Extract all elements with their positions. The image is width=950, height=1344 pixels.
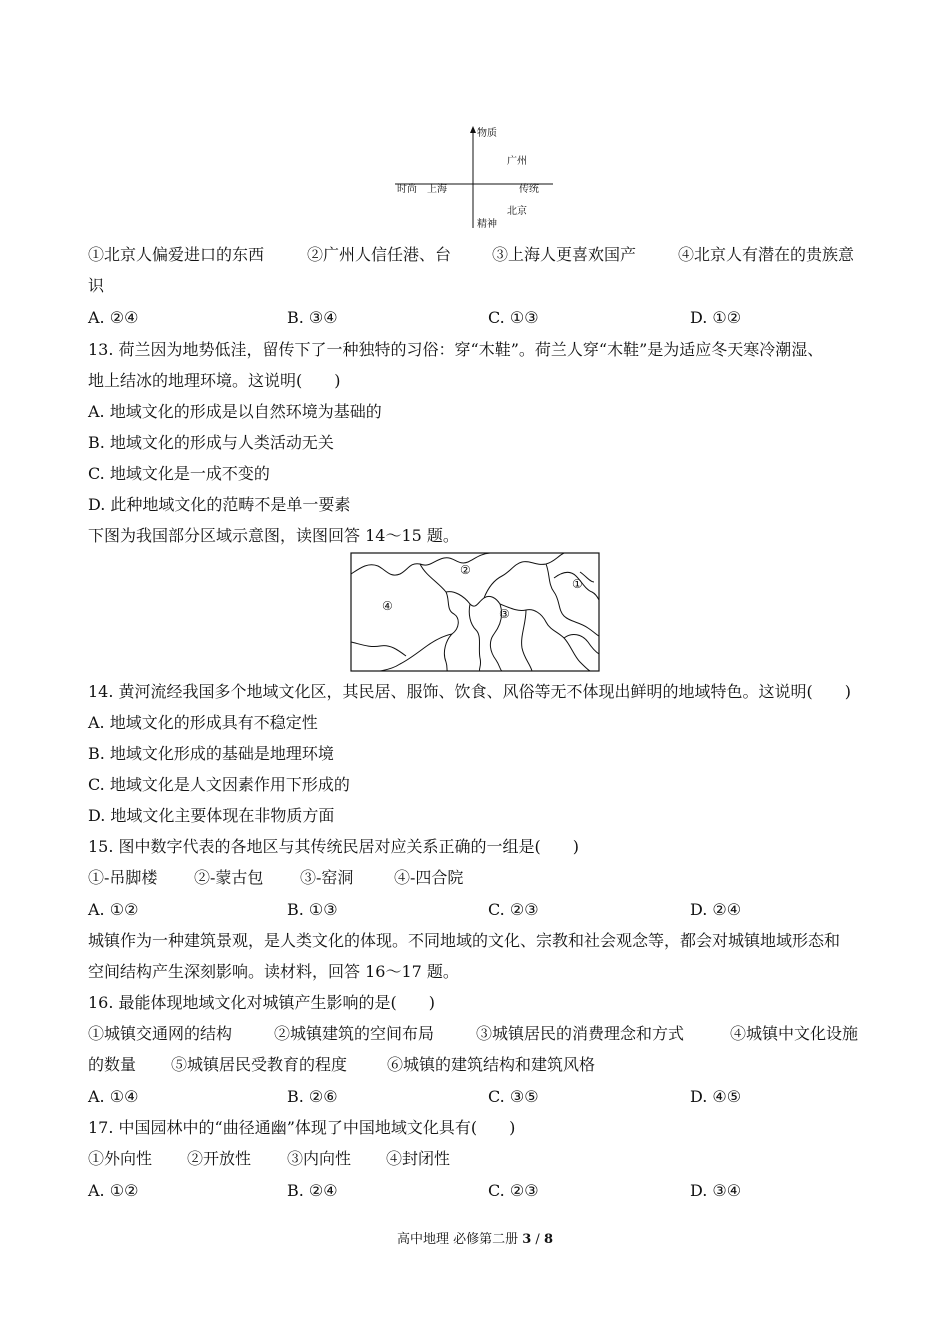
passage-line2: 空间结构产生深刻影响。读材料，回答 16～17 题。	[88, 962, 459, 981]
footer-page-number: 3	[522, 1232, 532, 1247]
q13-stem-line2: 地上结冰的地理环境。这说明( )	[88, 371, 341, 390]
q13-stem-line1: 13. 荷兰因为地势低洼，留传下了一种独特的习俗：穿“木鞋”。荷兰人穿“木鞋”是为适应冬天寒冷潮湿、	[88, 340, 824, 359]
q14-option-a[interactable]: A. 地域文化的形成具有不稳定性	[88, 713, 318, 732]
q12-statement-wrap: 识	[88, 276, 105, 295]
point-beijing: 北京	[507, 206, 527, 217]
q12-statements	[88, 245, 868, 265]
q17-options	[88, 1181, 868, 1201]
q12-statement-1: ①北京人偏爱进口的东西	[88, 245, 265, 264]
q17-option-c[interactable]: C. ②③	[488, 1181, 539, 1200]
footer-separator: /	[531, 1232, 544, 1247]
q17-option-b[interactable]: B. ②④	[287, 1181, 338, 1200]
map-label-1: ①	[572, 577, 583, 591]
q17-stem: 17. 中国园林中的“曲径通幽”体现了中国地域文化具有( )	[88, 1118, 516, 1137]
q15-statement-3: ③-窑洞	[300, 868, 354, 887]
q14-stem: 14. 黄河流经我国多个地域文化区，其民居、服饰、饮食、风俗等无不体现出鲜明的地域特色。这说明( )	[88, 682, 852, 701]
q16-statement-2: ②城镇建筑的空间布局	[274, 1024, 435, 1043]
q16-option-b[interactable]: B. ②⑥	[287, 1087, 338, 1106]
q14-option-b[interactable]: B. 地域文化形成的基础是地理环境	[88, 744, 334, 763]
axis-left-label: 时尚	[397, 184, 417, 195]
q17-option-a[interactable]: A. ①②	[88, 1181, 139, 1200]
q15-option-b[interactable]: B. ①③	[287, 900, 338, 919]
q12-option-b[interactable]: B. ③④	[287, 308, 338, 327]
q15-statement-4: ④-四合院	[394, 868, 464, 887]
q12-statement-2: ②广州人信任港、台	[307, 245, 452, 264]
q15-option-c[interactable]: C. ②③	[488, 900, 539, 919]
footer-page-total: 8	[543, 1232, 553, 1247]
q16-statement-6: ⑥城镇的建筑结构和建筑风格	[387, 1055, 596, 1074]
culture-axis-figure	[395, 124, 555, 230]
q12-option-c[interactable]: C. ①③	[488, 308, 539, 327]
q16-option-d[interactable]: D. ④⑤	[690, 1087, 742, 1106]
region-map-figure	[350, 552, 600, 672]
q12-statement-3: ③上海人更喜欢国产	[492, 245, 637, 264]
q16-statement-1: ①城镇交通网的结构	[88, 1024, 233, 1043]
q17-statement-4: ④封闭性	[386, 1149, 451, 1168]
point-guangzhou: 广州	[507, 156, 527, 167]
map-label-3: ③	[499, 607, 510, 621]
q17-statement-3: ③内向性	[287, 1149, 352, 1168]
page-footer	[0, 1228, 950, 1247]
q15-stem: 15. 图中数字代表的各地区与其传统民居对应关系正确的一组是( )	[88, 837, 580, 856]
q12-statement-4: ④北京人有潜在的贵族意	[678, 245, 855, 264]
q14-option-d[interactable]: D. 地域文化主要体现在非物质方面	[88, 806, 335, 825]
q16-option-a[interactable]: A. ①④	[88, 1087, 139, 1106]
q17-option-d[interactable]: D. ③④	[690, 1181, 742, 1200]
q12-options	[88, 308, 868, 328]
axis-bottom-label: 精神	[477, 219, 497, 230]
q12-option-d[interactable]: D. ①②	[690, 308, 742, 327]
q16-statement-4-wrap: 的数量	[88, 1055, 137, 1074]
point-shanghai: 上海	[427, 184, 447, 195]
axis-top-label: 物质	[477, 128, 497, 139]
q15-statements	[88, 868, 868, 888]
q16-statements-row2	[88, 1055, 868, 1075]
q17-statements	[88, 1149, 868, 1169]
vertical-axis-arrow-icon	[470, 126, 476, 133]
q16-statement-5: ⑤城镇居民受教育的程度	[171, 1055, 348, 1074]
q13-option-d[interactable]: D. 此种地域文化的范畴不是单一要素	[88, 495, 351, 514]
footer-subject: 高中地理 必修第二册	[396, 1232, 523, 1247]
q16-statement-3: ③城镇居民的消费理念和方式	[476, 1024, 685, 1043]
q13-option-c[interactable]: C. 地域文化是一成不变的	[88, 464, 270, 483]
q16-options	[88, 1087, 868, 1107]
q15-option-d[interactable]: D. ②④	[690, 900, 742, 919]
q16-stem: 16. 最能体现地域文化对城镇产生影响的是( )	[88, 993, 436, 1012]
q15-statement-2: ②-蒙古包	[194, 868, 264, 887]
axis-right-label: 传统	[519, 184, 539, 195]
map-label-2: ②	[460, 563, 471, 577]
q14-option-c[interactable]: C. 地域文化是人文因素作用下形成的	[88, 775, 350, 794]
map-intro: 下图为我国部分区域示意图，读图回答 14～15 题。	[88, 526, 459, 545]
q15-statement-1: ①-吊脚楼	[88, 868, 158, 887]
q15-option-a[interactable]: A. ①②	[88, 900, 139, 919]
q16-statements-row1	[88, 1024, 868, 1044]
q17-statement-1: ①外向性	[88, 1149, 153, 1168]
q16-statement-4: ④城镇中文化设施	[730, 1024, 859, 1043]
passage-line1: 城镇作为一种建筑景观，是人类文化的体现。不同地域的文化、宗教和社会观念等，都会对城镇地域形态和	[88, 931, 841, 950]
map-label-4: ④	[382, 599, 393, 613]
q16-option-c[interactable]: C. ③⑤	[488, 1087, 539, 1106]
q13-option-b[interactable]: B. 地域文化的形成与人类活动无关	[88, 433, 334, 452]
q12-option-a[interactable]: A. ②④	[88, 308, 139, 327]
q17-statement-2: ②开放性	[187, 1149, 252, 1168]
q15-options	[88, 900, 868, 920]
q13-option-a[interactable]: A. 地域文化的形成是以自然环境为基础的	[88, 402, 382, 421]
